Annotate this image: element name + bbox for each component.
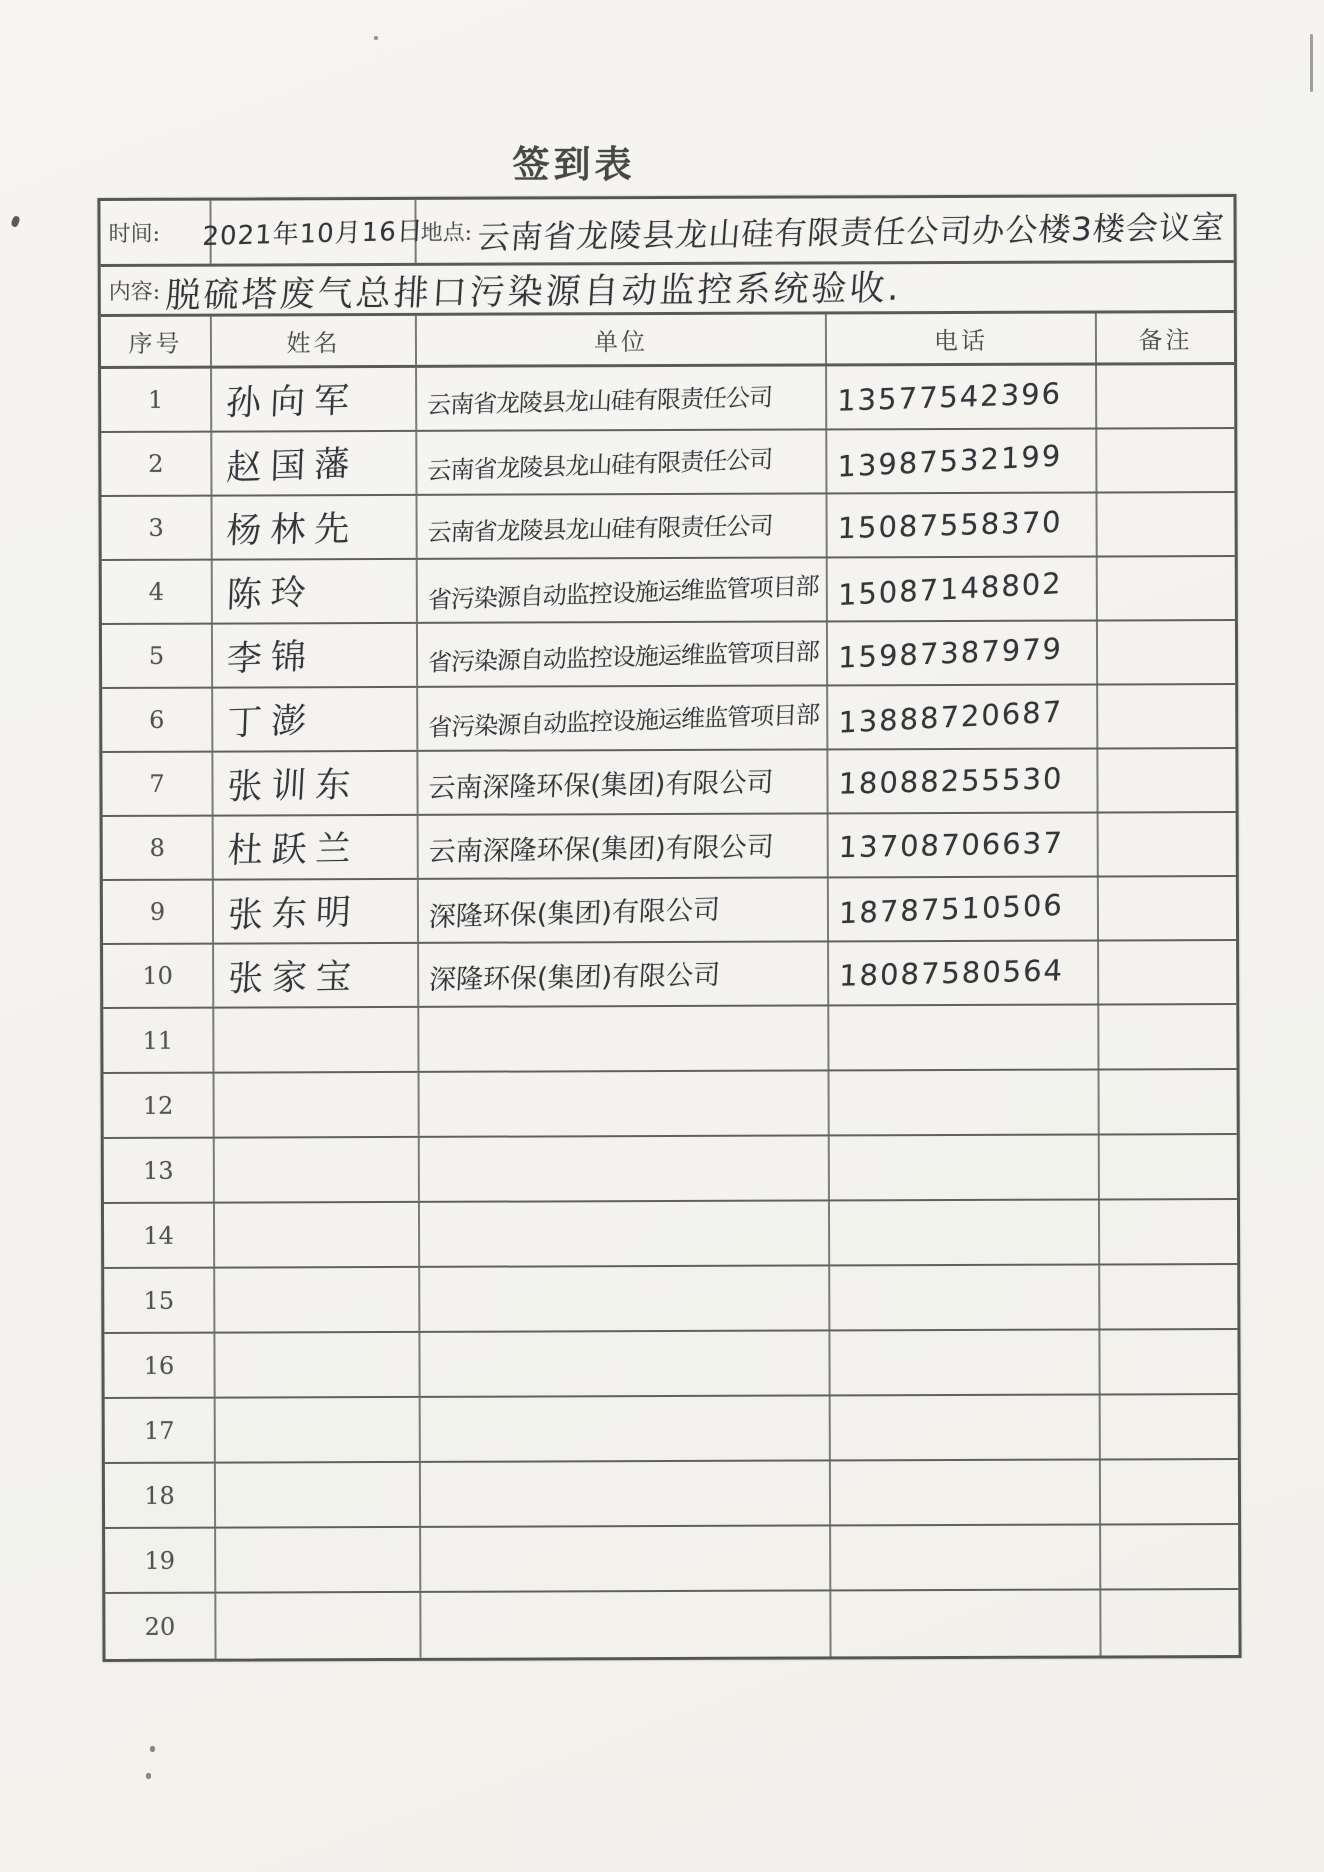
cell-note <box>1098 621 1235 683</box>
cell-no <box>102 689 213 751</box>
handwritten-name: 赵国藩 <box>225 444 359 489</box>
row-number: 6 <box>149 705 165 734</box>
scan-speck <box>374 36 378 40</box>
cell-no <box>102 561 213 623</box>
row-number: 3 <box>148 513 164 542</box>
cell-unit <box>421 1396 831 1460</box>
cell-name <box>215 1138 420 1202</box>
handwritten-unit: 云南深隆环保(集团)有限公司 <box>427 766 775 804</box>
column-header-name <box>212 316 417 366</box>
meta-row-content <box>101 263 1234 317</box>
page-title: 签到表 <box>512 142 636 186</box>
cell-no <box>101 433 212 495</box>
cell-phone <box>830 1265 1100 1329</box>
row-number: 10 <box>142 961 173 990</box>
location-cell <box>416 197 1233 263</box>
row-number: 17 <box>143 1416 175 1445</box>
cell-no <box>101 369 212 431</box>
scan-speck <box>10 215 20 228</box>
column-header-note <box>1097 313 1234 362</box>
cell-phone <box>829 878 1099 941</box>
cell-note <box>1097 429 1234 491</box>
handwritten-content-value: 脱硫塔废气总排口污染源自动监控系统验收. <box>164 268 904 316</box>
cell-phone <box>828 750 1098 813</box>
cell-name <box>216 1528 421 1592</box>
table-row <box>102 685 1235 753</box>
table-row <box>101 365 1234 433</box>
column-header-name-label: 姓名 <box>286 329 341 358</box>
handwritten-name: 杜跃兰 <box>226 829 361 872</box>
row-number: 12 <box>142 1091 174 1120</box>
cell-note <box>1098 685 1235 747</box>
cell-name <box>216 1398 421 1462</box>
cell-phone <box>828 686 1098 749</box>
cell-unit <box>420 1331 830 1395</box>
cell-phone <box>831 1460 1101 1524</box>
cell-phone <box>830 1200 1100 1264</box>
cell-name <box>215 1333 420 1397</box>
cell-no <box>103 881 214 943</box>
cell-note <box>1098 749 1235 811</box>
cell-note <box>1099 877 1236 939</box>
cell-no <box>104 1269 215 1332</box>
table-row <box>105 1525 1238 1594</box>
cell-phone <box>828 622 1098 685</box>
cell-no <box>101 497 212 559</box>
column-header-phone-label: 电话 <box>933 326 989 356</box>
table-row <box>101 493 1234 561</box>
cell-note <box>1100 1200 1237 1263</box>
table-row <box>103 941 1236 1009</box>
column-header-unit-label: 单位 <box>593 328 649 357</box>
table-row <box>102 621 1235 689</box>
cell-phone <box>828 558 1098 621</box>
cell-no <box>102 625 213 687</box>
handwritten-unit: 深隆环保(集团)有限公司 <box>428 894 721 933</box>
cell-name <box>214 880 419 943</box>
cell-unit <box>419 942 829 1005</box>
cell-unit <box>418 750 828 813</box>
handwritten-phone: 13577542396 <box>836 376 1063 418</box>
handwritten-name: 丁澎 <box>226 700 316 744</box>
cell-no <box>103 945 214 1007</box>
cell-phone <box>831 1525 1101 1589</box>
cell-unit <box>418 558 828 621</box>
row-number: 15 <box>143 1286 175 1315</box>
handwritten-unit: 云南省龙陵县龙山硅有限责任公司 <box>426 382 773 419</box>
cell-unit <box>420 1201 830 1265</box>
cell-phone <box>831 1590 1101 1656</box>
row-number: 5 <box>148 641 165 670</box>
handwritten-unit: 深隆环保(集团)有限公司 <box>428 959 721 996</box>
handwritten-phone: 18088255530 <box>837 761 1065 801</box>
cell-name <box>214 1008 419 1072</box>
table-row <box>105 1590 1238 1659</box>
row-number: 4 <box>148 577 165 606</box>
handwritten-name: 陈玲 <box>226 572 316 617</box>
row-number: 2 <box>148 449 164 478</box>
cell-unit <box>420 1071 830 1135</box>
row-number: 19 <box>144 1546 176 1575</box>
cell-name <box>213 752 418 815</box>
table-row <box>104 1265 1237 1334</box>
cell-note <box>1099 813 1236 875</box>
table-row <box>104 1070 1237 1139</box>
table-row <box>104 1135 1237 1204</box>
cell-unit <box>419 878 829 941</box>
cell-phone <box>830 1330 1100 1394</box>
cell-note <box>1099 1005 1236 1068</box>
row-number: 18 <box>144 1481 175 1510</box>
cell-no <box>103 817 214 879</box>
cell-no <box>104 1074 215 1137</box>
table-row <box>102 749 1235 817</box>
row-number: 8 <box>149 833 165 862</box>
handwritten-phone: 13987532199 <box>837 438 1063 484</box>
cell-phone <box>829 1006 1099 1070</box>
table-row <box>104 1330 1237 1399</box>
cell-phone <box>827 430 1097 493</box>
cell-phone <box>830 1135 1100 1199</box>
row-number: 14 <box>143 1221 174 1250</box>
cell-no <box>104 1334 215 1397</box>
handwritten-name: 孙向军 <box>225 380 359 424</box>
table-row <box>105 1460 1238 1529</box>
content-label: 内容: <box>108 279 161 305</box>
meta-row-time-location <box>100 197 1233 267</box>
cell-no <box>104 1139 215 1202</box>
column-header-unit <box>417 314 827 364</box>
handwritten-unit: 省污染源自动监控设施运维监管项目部 <box>427 637 820 677</box>
handwritten-name: 李锦 <box>226 637 316 680</box>
table-row <box>102 557 1235 625</box>
handwritten-name: 张家宝 <box>226 957 362 1000</box>
table-row <box>103 877 1236 945</box>
cell-phone <box>829 942 1099 1005</box>
cell-name <box>214 944 419 1007</box>
table-row <box>105 1395 1238 1464</box>
handwritten-time-value: 2021年10月16日 <box>201 216 425 252</box>
cell-unit <box>420 1266 830 1330</box>
cell-unit <box>417 494 827 557</box>
cell-name <box>215 1203 420 1267</box>
handwritten-name: 张东明 <box>226 892 361 937</box>
table-row <box>103 1005 1236 1074</box>
cell-unit <box>421 1461 831 1525</box>
cell-note <box>1100 1330 1237 1393</box>
cell-no <box>102 753 213 815</box>
cell-name <box>213 560 418 623</box>
cell-unit <box>418 622 828 685</box>
cell-unit <box>419 814 829 877</box>
table-row <box>101 429 1234 497</box>
cell-no <box>105 1399 216 1462</box>
handwritten-unit: 云南省龙陵县龙山硅有限责任公司 <box>426 511 774 547</box>
cell-note <box>1100 1265 1237 1328</box>
cell-unit <box>417 430 827 493</box>
handwritten-phone: 15987387979 <box>837 631 1064 675</box>
table-row <box>103 813 1236 881</box>
cell-phone <box>831 1395 1101 1459</box>
cell-note <box>1101 1590 1238 1655</box>
cell-no <box>104 1204 215 1267</box>
cell-name <box>213 688 418 751</box>
cell-note <box>1101 1460 1238 1523</box>
table-row <box>104 1200 1237 1269</box>
handwritten-unit: 云南深隆环保(集团)有限公司 <box>427 831 775 868</box>
cell-phone <box>830 1070 1100 1134</box>
cell-no <box>105 1594 216 1659</box>
location-label: 地点: <box>420 220 473 246</box>
cell-note <box>1100 1135 1237 1198</box>
row-number: 16 <box>143 1351 175 1380</box>
scan-speck <box>146 1773 151 1779</box>
cell-unit <box>420 1136 830 1200</box>
cell-note <box>1099 941 1236 1003</box>
handwritten-phone: 15087558370 <box>836 504 1064 546</box>
time-value-cell <box>201 200 425 264</box>
column-header-no-label: 序号 <box>128 329 183 358</box>
handwritten-name: 杨林先 <box>225 508 360 552</box>
row-number: 20 <box>144 1612 176 1641</box>
handwritten-phone: 15087148802 <box>837 565 1063 613</box>
cell-unit <box>417 366 827 429</box>
cell-unit <box>421 1591 831 1657</box>
handwritten-phone: 13888720687 <box>838 694 1064 740</box>
handwritten-phone: 13708706637 <box>837 825 1065 865</box>
cell-note <box>1097 365 1234 427</box>
column-header-note-label: 备注 <box>1138 326 1193 355</box>
scan-speck <box>150 1746 155 1752</box>
time-label-cell <box>100 201 211 264</box>
handwritten-unit: 云南省龙陵县龙山硅有限责任公司 <box>426 444 773 485</box>
handwritten-location-value: 云南省龙陵县龙山硅有限责任公司办公楼3楼会议室 <box>476 207 1227 257</box>
cell-name <box>216 1463 421 1527</box>
row-number: 7 <box>149 769 165 798</box>
cell-name <box>213 624 418 687</box>
cell-unit <box>418 686 828 749</box>
time-label: 时间: <box>108 221 161 247</box>
handwritten-unit: 省污染源自动监控设施运维监管项目部 <box>427 699 820 742</box>
table-header-row <box>101 313 1234 369</box>
handwritten-name: 张训东 <box>226 765 361 808</box>
cell-unit <box>419 1006 829 1070</box>
cell-note <box>1098 557 1235 619</box>
handwritten-phone: 18787510506 <box>838 887 1065 931</box>
cell-note <box>1097 493 1234 555</box>
column-header-phone <box>827 314 1097 364</box>
cell-name <box>215 1073 420 1137</box>
cell-no <box>105 1529 216 1592</box>
cell-unit <box>421 1526 831 1590</box>
cell-name <box>212 496 417 559</box>
scan-speck <box>1310 34 1313 92</box>
cell-phone <box>829 814 1099 877</box>
column-header-no <box>101 317 212 366</box>
cell-note <box>1101 1395 1238 1458</box>
row-number: 9 <box>149 897 166 926</box>
handwritten-phone: 18087580564 <box>838 953 1065 993</box>
cell-name <box>215 1268 420 1332</box>
sign-in-table <box>97 194 1241 1662</box>
cell-name <box>214 816 419 879</box>
cell-phone <box>827 494 1097 557</box>
row-number: 1 <box>147 385 164 414</box>
cell-note <box>1101 1525 1238 1588</box>
cell-name <box>212 432 417 495</box>
cell-name <box>216 1593 421 1659</box>
table-body <box>101 365 1238 1659</box>
cell-no <box>103 1009 214 1072</box>
cell-note <box>1100 1070 1237 1133</box>
handwritten-unit: 省污染源自动监控设施运维监管项目部 <box>427 571 820 614</box>
cell-phone <box>827 366 1097 429</box>
row-number: 11 <box>142 1026 174 1055</box>
cell-no <box>105 1464 216 1527</box>
row-number: 13 <box>143 1156 174 1185</box>
cell-name <box>212 368 417 431</box>
